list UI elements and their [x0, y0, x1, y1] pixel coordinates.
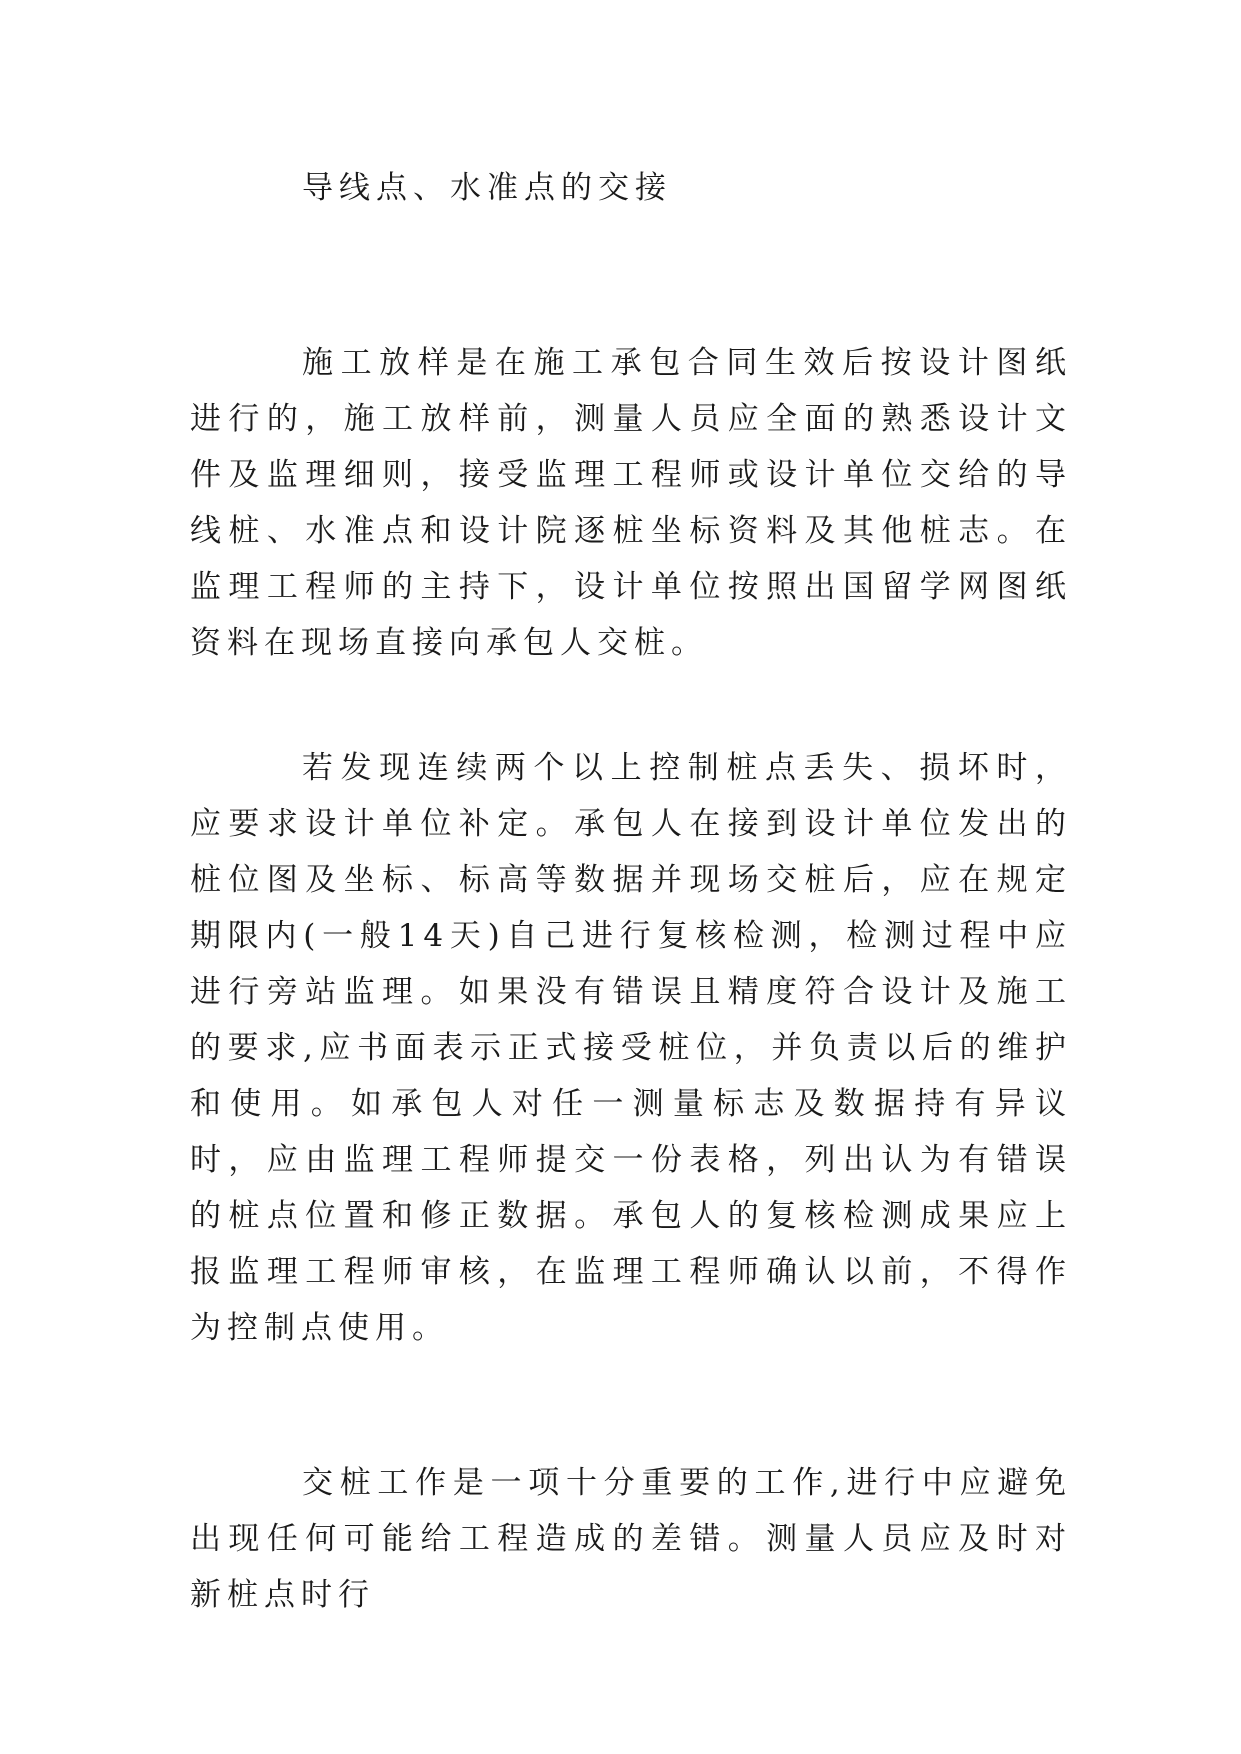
- paragraph-stake-handover: 交桩工作是一项十分重要的工作,进行中应避免出现任何可能给工程造成的差错。测量人员应及时对新桩点时行: [190, 1465, 1072, 1613]
- section-heading: 导线点、水准点的交接: [302, 170, 672, 206]
- paragraph-missing-control-points: 若发现连续两个以上控制桩点丢失、损坏时，应要求设计单位补定。承包人在接到设计单位发出的桩位图及坐标、标高等数据并现场交桩后，应在规定期限内(一般14天)自己进行复核检测，检测过程中应进行旁站监理。如果没有错误且精度符合设计及施工的要求,应书面表示正式接受桩位，并负责以后的维护和使用。如承包人对任一测量标志及数据持有异议时，应由监理工程师提交一份表格，列出认为有错误的桩点位置和修正数据。承包人的复核检测成果应上报监理工程师审核，在监理工程师确认以前，不得作为控制点使用。: [190, 750, 1072, 1346]
- paragraph-stakeout: 施工放样是在施工承包合同生效后按设计图纸进行的，施工放样前，测量人员应全面的熟悉设计文件及监理细则，接受监理工程师或设计单位交给的导线桩、水准点和设计院逐桩坐标资料及其他桩志。在监理工程师的主持下，设计单位按照出国留学网图纸资料在现场直接向承包人交桩。: [190, 345, 1072, 661]
